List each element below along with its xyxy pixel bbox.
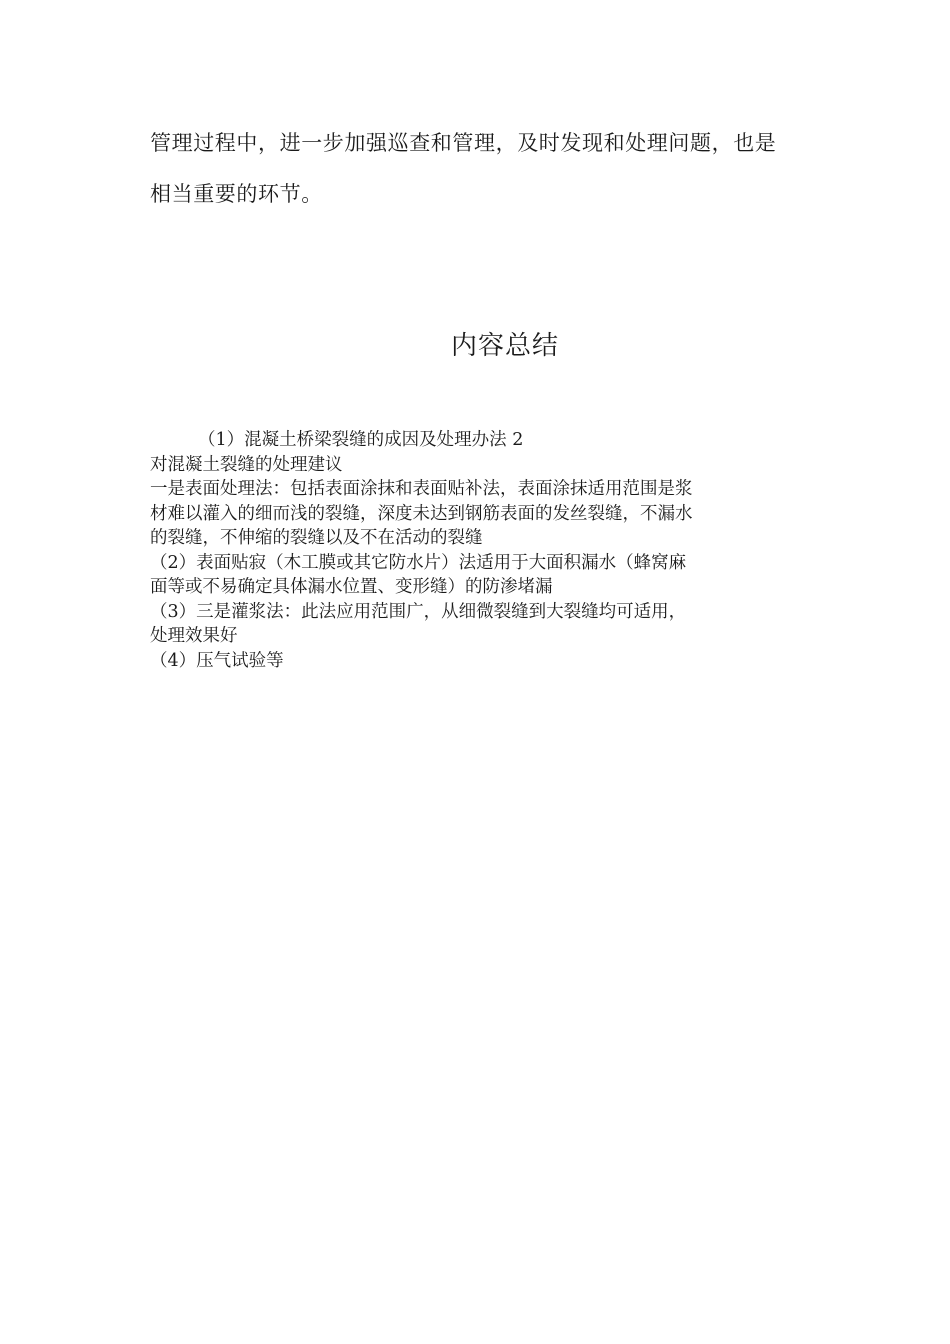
summary-line: （3）三是灌浆法：此法应用范围广，从细微裂缝到大裂缝均可适用， [150, 601, 687, 622]
summary-line: 处理效果好 [150, 626, 238, 646]
summary-line: （1）混凝土桥梁裂缝的成因及处理办法 2 [198, 430, 524, 450]
summary-line: 面等或不易确定具体漏水位置、变形缝）的防渗堵漏 [150, 577, 553, 597]
summary-line: （4）压气试验等 [150, 650, 284, 671]
summary-line: 一是表面处理法：包括表面涂抹和表面贴补法，表面涂抹适用范围是浆 [150, 479, 693, 499]
intro-line: 管理过程中，进一步加强巡查和管理，及时发现和处理问题，也是 [150, 131, 777, 155]
summary-line: （2）表面贴寂（木工膜或其它防水片）法适用于大面积漏水（蜂窝麻 [150, 552, 687, 573]
summary-line: 的裂缝，不伸缩的裂缝以及不在活动的裂缝 [150, 528, 483, 548]
intro-paragraph [150, 118, 810, 220]
summary-line: 对混凝土裂缝的处理建议 [150, 454, 343, 475]
summary-body [150, 428, 800, 673]
intro-line: 相当重要的环节。 [150, 182, 323, 206]
section-heading: 内容总结 [450, 331, 559, 361]
summary-line: 材难以灌入的细而浅的裂缝，深度未达到钢筋表面的发丝裂缝，不漏水 [150, 503, 693, 524]
